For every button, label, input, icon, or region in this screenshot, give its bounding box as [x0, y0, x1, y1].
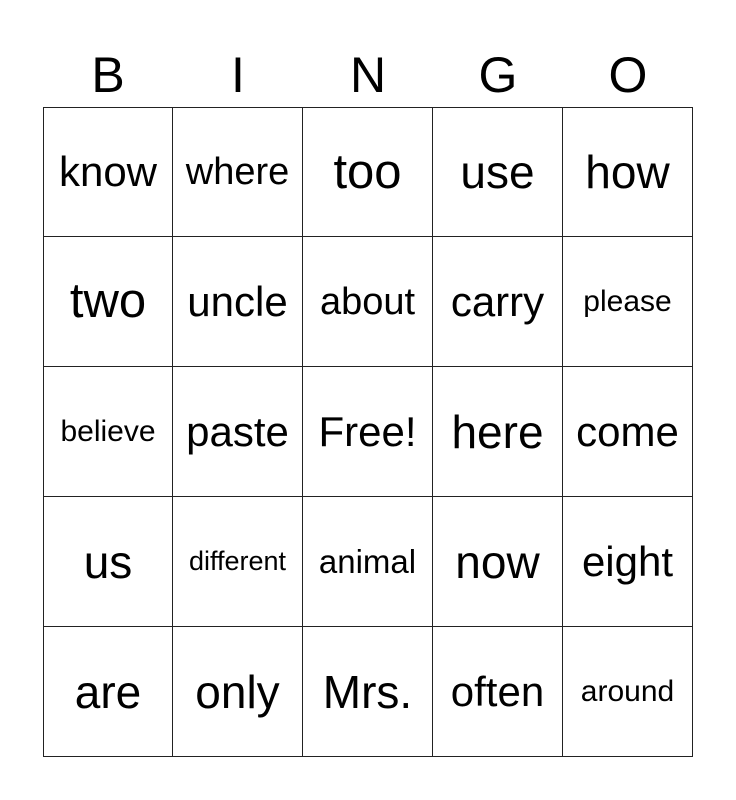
bingo-cell[interactable]: now — [433, 497, 563, 627]
bingo-cell[interactable]: us — [43, 497, 173, 627]
bingo-cell[interactable]: two — [43, 237, 173, 367]
bingo-cell[interactable]: how — [563, 107, 693, 237]
header-letter-g: G — [478, 47, 518, 103]
bingo-cell[interactable]: here — [433, 367, 563, 497]
bingo-cell[interactable]: believe — [43, 367, 173, 497]
header-letter-b: B — [91, 47, 125, 103]
header-letter-i: I — [231, 47, 245, 103]
bingo-cell[interactable]: carry — [433, 237, 563, 367]
bingo-cell[interactable]: only — [173, 627, 303, 757]
bingo-cell[interactable]: too — [303, 107, 433, 237]
header-letter-n: N — [349, 47, 387, 103]
bingo-cell[interactable]: are — [43, 627, 173, 757]
header-letter-o: O — [608, 47, 648, 103]
bingo-cell[interactable]: paste — [173, 367, 303, 497]
bingo-cell[interactable]: around — [563, 627, 693, 757]
bingo-cell[interactable]: uncle — [173, 237, 303, 367]
bingo-cell[interactable]: different — [173, 497, 303, 627]
bingo-header — [43, 42, 693, 108]
bingo-cell[interactable]: where — [173, 107, 303, 237]
bingo-cell[interactable]: animal — [303, 497, 433, 627]
bingo-cell[interactable]: often — [433, 627, 563, 757]
bingo-cell[interactable]: Mrs. — [303, 627, 433, 757]
bingo-cell[interactable]: use — [433, 107, 563, 237]
bingo-cell[interactable]: eight — [563, 497, 693, 627]
bingo-free-cell[interactable]: Free! — [303, 367, 433, 497]
bingo-cell[interactable]: come — [563, 367, 693, 497]
bingo-card-grid — [43, 107, 693, 757]
bingo-cell[interactable]: about — [303, 237, 433, 367]
bingo-cell[interactable]: know — [43, 107, 173, 237]
bingo-cell[interactable]: please — [563, 237, 693, 367]
